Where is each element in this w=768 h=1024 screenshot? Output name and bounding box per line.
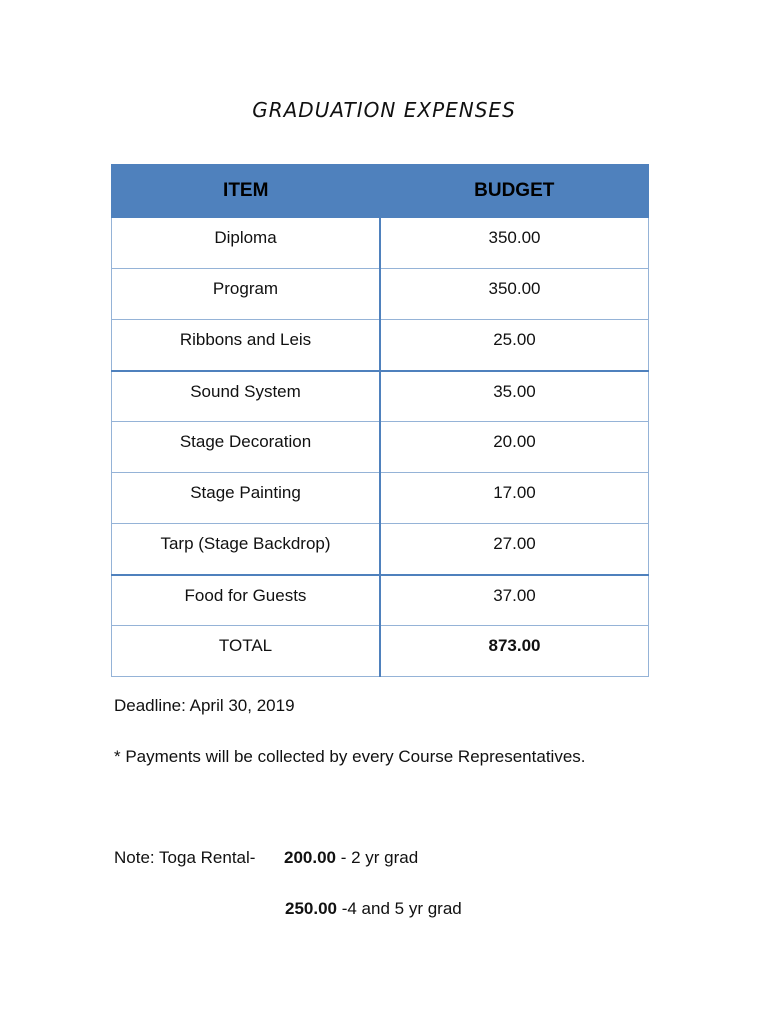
item-cell: Ribbons and Leis (112, 320, 381, 371)
total-label: TOTAL (112, 626, 381, 677)
toga-desc-2yr: - 2 yr grad (336, 848, 419, 867)
budget-cell: 35.00 (380, 371, 649, 422)
table-row (112, 269, 649, 320)
toga-note-label: Note: Toga Rental- (114, 848, 256, 867)
table-row (112, 320, 649, 371)
toga-note-line2 (285, 899, 462, 919)
budget-cell: 25.00 (380, 320, 649, 371)
page-title: GRADUATION EXPENSES (252, 98, 516, 122)
header-item: ITEM (112, 165, 381, 218)
item-cell: Sound System (112, 371, 381, 422)
table-row (112, 422, 649, 473)
item-cell: Program (112, 269, 381, 320)
toga-price-2yr: 200.00 (284, 848, 336, 867)
total-row (112, 626, 649, 677)
total-value: 873.00 (380, 626, 649, 677)
table-header-row (112, 165, 649, 218)
budget-cell: 37.00 (380, 575, 649, 626)
item-cell: Diploma (112, 218, 381, 269)
table-row (112, 371, 649, 422)
table-row (112, 524, 649, 575)
item-cell: Stage Painting (112, 473, 381, 524)
header-budget: BUDGET (380, 165, 649, 218)
budget-cell: 20.00 (380, 422, 649, 473)
toga-desc-4-5yr: -4 and 5 yr grad (337, 899, 462, 918)
budget-cell: 350.00 (380, 269, 649, 320)
budget-cell: 17.00 (380, 473, 649, 524)
deadline-text: Deadline: April 30, 2019 (114, 696, 295, 715)
item-cell: Food for Guests (112, 575, 381, 626)
table-row (112, 218, 649, 269)
budget-cell: 27.00 (380, 524, 649, 575)
item-cell: Tarp (Stage Backdrop) (112, 524, 381, 575)
table-row (112, 473, 649, 524)
item-cell: Stage Decoration (112, 422, 381, 473)
table-row (112, 575, 649, 626)
expenses-table (111, 164, 649, 677)
toga-note (114, 848, 418, 868)
budget-cell: 350.00 (380, 218, 649, 269)
toga-price-4-5yr: 250.00 (285, 899, 337, 918)
payments-note: * Payments will be collected by every Course Representatives. (114, 747, 586, 766)
